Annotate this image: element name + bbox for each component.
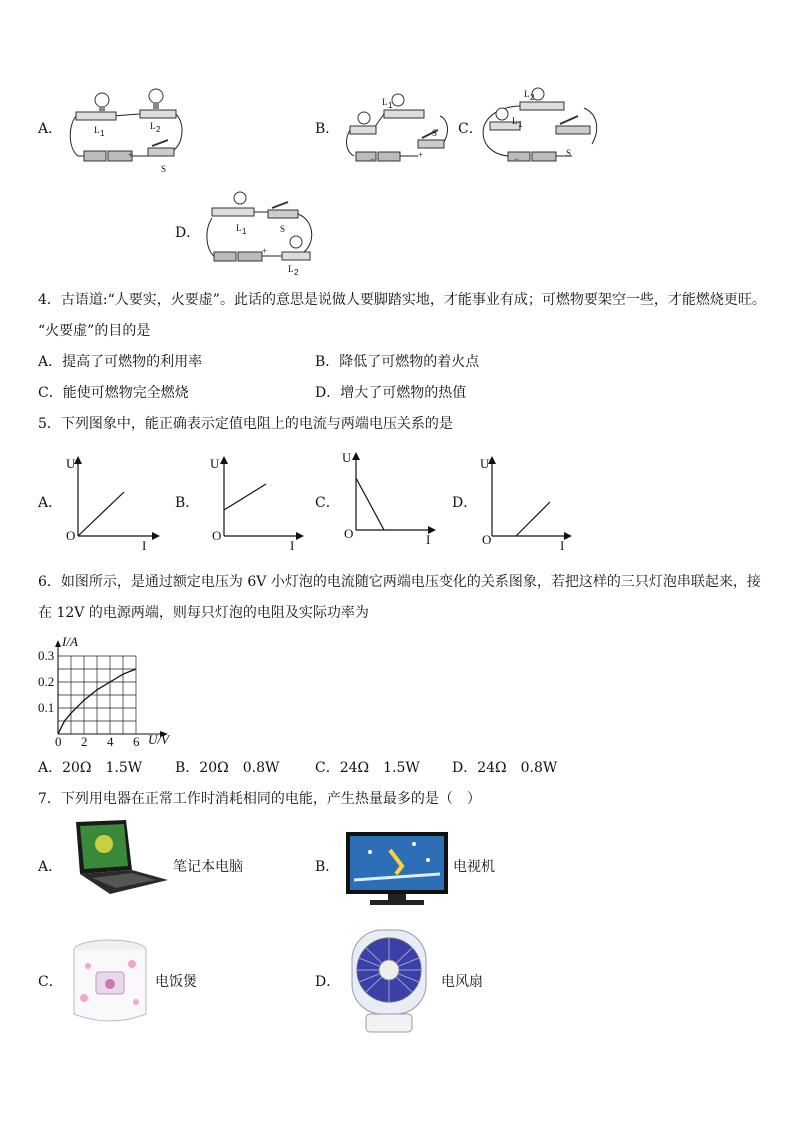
- q5-option-a-letter[interactable]: A．: [38, 495, 63, 511]
- svg-text:2: 2: [156, 125, 161, 134]
- svg-text:S: S: [432, 128, 438, 138]
- svg-text:L: L: [524, 89, 530, 99]
- svg-text:−: −: [514, 154, 520, 164]
- svg-text:L: L: [512, 116, 518, 126]
- q3-option-c-letter: C．: [458, 121, 483, 137]
- q5-graph-c: [340, 448, 440, 548]
- q3-circuit-c: [480, 86, 600, 168]
- q5-option-d-letter[interactable]: D．: [452, 495, 478, 511]
- q6-chart-grid: [58, 656, 136, 734]
- svg-text:U: U: [342, 450, 352, 465]
- q4-stem-line1: 4．古语道:“人要实，火要虚”。此话的意思是说做人要脚踏实地，才能事业有成；可燃物要架空一些，才能燃烧更旺。: [38, 292, 766, 308]
- q6-stem-line1: 6．如图所示，是通过额定电压为 6V 小灯泡的电流随它两端电压变化的关系图象，若把这样的三只灯泡串联起来，接: [38, 574, 761, 590]
- q3-circuit-a: [64, 86, 194, 176]
- svg-text:L: L: [236, 223, 242, 233]
- q6-stem-line2: 在 12V 的电源两端，则每只灯泡的电阻及实际功率为: [38, 605, 369, 621]
- svg-text:L: L: [150, 121, 156, 131]
- tv-icon: [344, 830, 450, 910]
- y-tick-label: 0.1: [38, 700, 55, 715]
- x-tick-label: 6: [133, 734, 140, 749]
- q3-circuit-d: [204, 190, 320, 276]
- q6-option-b[interactable]: B．20Ω 0.8W: [175, 760, 280, 776]
- q6-iu-chart: [30, 636, 180, 748]
- svg-text:O: O: [482, 532, 492, 547]
- svg-text:S: S: [566, 148, 572, 158]
- fan-icon: [342, 926, 434, 1036]
- q7-option-a-letter[interactable]: A．: [38, 859, 63, 875]
- q3-option-b-letter: B．: [315, 121, 340, 137]
- q7-option-c-letter[interactable]: C．: [38, 974, 63, 990]
- q7-option-c-label: 电饭煲: [155, 974, 197, 990]
- q7-option-a-label: 笔记本电脑: [173, 859, 243, 875]
- svg-text:S: S: [161, 164, 167, 174]
- y-tick-label: 0.2: [38, 674, 55, 689]
- x-tick-label: 4: [107, 734, 114, 749]
- q6-option-a[interactable]: A．20Ω 1.5W: [38, 760, 143, 776]
- x-tick-label: 0: [55, 734, 62, 749]
- y-axis-arrow: [55, 640, 61, 647]
- svg-text:L: L: [288, 264, 294, 274]
- svg-text:O: O: [212, 528, 222, 543]
- svg-text:S: S: [280, 224, 286, 234]
- q4-option-a[interactable]: A．提高了可燃物的利用率: [38, 354, 203, 370]
- q4-option-c[interactable]: C．能使可燃物完全燃烧: [38, 385, 189, 401]
- q7-option-d-label: 电风扇: [441, 974, 483, 990]
- svg-text:2: 2: [530, 93, 535, 102]
- svg-text:−: −: [370, 154, 376, 164]
- rice-cooker-icon: [66, 936, 154, 1028]
- q7-stem: 7．下列用电器在正常工作时消耗相同的电能，产生热量最多的是（ ）: [38, 791, 481, 807]
- svg-text:1: 1: [518, 120, 523, 129]
- svg-text:2: 2: [294, 268, 299, 277]
- q7-option-b-letter[interactable]: B．: [315, 859, 340, 875]
- q7-option-d-letter[interactable]: D．: [315, 974, 341, 990]
- q4-option-d[interactable]: D．增大了可燃物的热值: [315, 385, 467, 401]
- y-tick-label: 0.3: [38, 648, 55, 663]
- svg-text:+: +: [262, 246, 268, 256]
- q6-option-c[interactable]: C．24Ω 1.5W: [315, 760, 420, 776]
- svg-text:U: U: [66, 456, 76, 471]
- q4-option-b[interactable]: B．降低了可燃物的着火点: [315, 354, 480, 370]
- x-tick-label: 2: [81, 734, 88, 749]
- q3-circuit-b: [344, 92, 454, 168]
- svg-text:+: +: [128, 150, 134, 160]
- q5-graph-a: [62, 452, 162, 552]
- svg-text:L: L: [94, 125, 100, 135]
- q3-option-d-letter: D．: [175, 225, 201, 241]
- q5-graph-b: [204, 452, 304, 552]
- q5-stem: 5．下列图象中，能正确表示定值电阻上的电流与两端电压关系的是: [38, 416, 453, 432]
- q6-chart-xlabel: U/V: [148, 732, 169, 747]
- q6-chart-axes: [55, 640, 168, 737]
- q5-graph-d: [476, 452, 576, 552]
- q6-option-d[interactable]: D．24Ω 0.8W: [452, 760, 558, 776]
- svg-text:O: O: [66, 528, 76, 543]
- svg-text:O: O: [344, 526, 354, 541]
- svg-text:I: I: [426, 532, 431, 547]
- svg-text:I: I: [290, 538, 295, 553]
- svg-text:1: 1: [100, 129, 105, 138]
- q4-stem-line2: “火要虚”的目的是: [38, 323, 151, 339]
- laptop-icon: [66, 818, 170, 896]
- svg-text:U: U: [480, 456, 490, 471]
- svg-text:U: U: [210, 456, 220, 471]
- svg-text:I: I: [560, 538, 565, 553]
- q7-option-b-label: 电视机: [453, 859, 495, 875]
- q5-option-c-letter[interactable]: C．: [315, 495, 340, 511]
- svg-text:I: I: [142, 538, 147, 553]
- svg-text:L: L: [382, 97, 388, 107]
- q6-chart-ylabel: I/A: [62, 634, 78, 649]
- svg-text:1: 1: [388, 101, 393, 110]
- q5-option-b-letter[interactable]: B．: [175, 495, 200, 511]
- q3-option-a-letter: A．: [38, 121, 63, 137]
- svg-text:+: +: [418, 150, 424, 160]
- svg-text:1: 1: [242, 227, 247, 236]
